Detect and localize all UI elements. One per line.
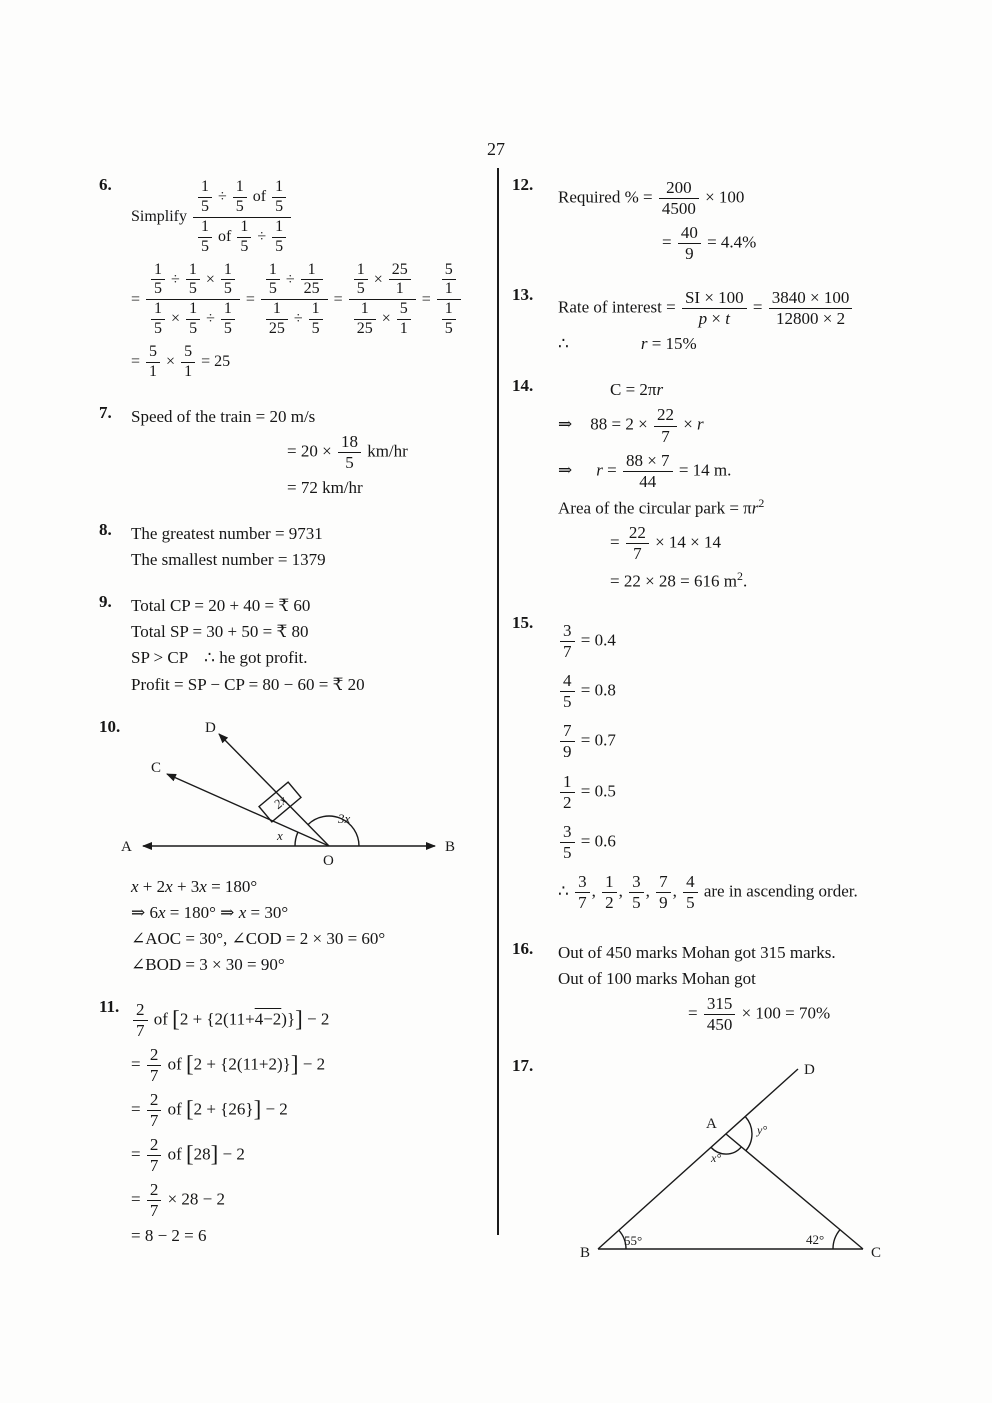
solution-13 bbox=[512, 284, 954, 359]
line-bd bbox=[598, 1069, 798, 1249]
solution-15 bbox=[512, 612, 954, 922]
label-angle-x: x° bbox=[711, 1151, 722, 1166]
math-line: = $\frac{22}{7}$ × 14 × 14 bbox=[610, 523, 722, 564]
label-o: O bbox=[323, 852, 334, 869]
label-d: D bbox=[205, 719, 216, 736]
math-line: = $\frac{2}{7}$ of [2 + {2(11+2)}] − 2 bbox=[131, 1045, 326, 1086]
math-line: $\frac{7}{9}$ = 0.7 bbox=[558, 721, 954, 762]
item-body bbox=[558, 612, 954, 922]
math-line: = 22 × 28 = 616 $m^2$. bbox=[610, 568, 748, 591]
math-line: ∴ r = 15% bbox=[558, 334, 697, 354]
solution-7 bbox=[99, 402, 491, 503]
item-body bbox=[131, 519, 491, 575]
solution-9 bbox=[99, 591, 491, 699]
ray-od bbox=[219, 734, 329, 846]
math-line: Out of 450 marks Mohan got 315 marks. bbox=[558, 942, 836, 962]
label-d: D bbox=[804, 1062, 815, 1079]
math-line: = 72 km/hr bbox=[287, 477, 363, 497]
solution-17 bbox=[512, 1055, 954, 1271]
math-line: Simplify $\frac{1}{5}$ ÷ $\frac{1}{5}$ of $\frac{1}{5}$ $\frac{1}{5}$ of $\frac{1}{5}$ ÷ $\frac{1}{5}$ bbox=[131, 178, 491, 257]
item-number: 16. bbox=[512, 938, 534, 958]
item-body bbox=[558, 174, 954, 268]
item-number: 7. bbox=[99, 402, 112, 422]
item-body bbox=[558, 1055, 954, 1271]
item-body bbox=[558, 284, 954, 359]
label-angle-42: 42° bbox=[806, 1232, 825, 1248]
item-body bbox=[131, 996, 491, 1252]
item-number: 11. bbox=[99, 996, 120, 1016]
label-a: A bbox=[706, 1116, 717, 1133]
label-angle-2x: 2x bbox=[270, 791, 290, 812]
item-body bbox=[131, 591, 491, 699]
item-number: 8. bbox=[99, 520, 112, 540]
math-line: The greatest number = 9731 bbox=[131, 524, 323, 544]
math-line: Profit = SP − CP = 80 − 60 = ₹ 20 bbox=[131, 674, 365, 694]
column-divider bbox=[497, 168, 499, 1235]
math-line: = $\frac{2}{7}$ × 28 − 2 bbox=[131, 1180, 226, 1221]
math-line: = 20 × $\frac{18}{5}$ km/hr bbox=[287, 431, 408, 472]
math-line: = $\frac{2}{7}$ of [2 + {26}] − 2 bbox=[131, 1090, 288, 1131]
item-number: 6. bbox=[99, 175, 112, 194]
line-ca bbox=[726, 1134, 863, 1249]
solution-14 bbox=[512, 375, 954, 596]
item-number: 13. bbox=[512, 285, 534, 305]
item-number: 17. bbox=[512, 1056, 534, 1076]
ray-oc bbox=[167, 774, 329, 846]
math-line: ∠AOC = 30°, ∠COD = 2 × 30 = 60° bbox=[131, 928, 386, 948]
arc-angle-y bbox=[745, 1117, 752, 1151]
math-line: Speed of the train = 20 m/s bbox=[131, 406, 316, 426]
solution-8 bbox=[99, 519, 491, 575]
page-number: 27 bbox=[487, 139, 505, 159]
math-line: Area of the circular park = $\pi r^2$ bbox=[558, 495, 765, 518]
math-lines bbox=[131, 876, 491, 976]
label-b: B bbox=[580, 1245, 591, 1262]
math-line: $\frac{4}{5}$ = 0.8 bbox=[558, 671, 954, 712]
item-body bbox=[131, 174, 491, 386]
math-line: = $\frac{1}{5}$ ÷ $\frac{1}{5}$ × $\frac{1}{5}$ $\frac{1}{5}$ × $\frac{1}{5}$ ÷ $\frac{1}{5}$ = $\frac{1}{5}$ ÷ $\frac{1}{25}$ $\frac{1}{25}$ ÷ $\frac{1}{5}$ = $\frac{1}{5}$ × $\frac{25}{1}$ $\frac{1}{25}$ × $\frac{5}{1}$ = $\frac{\frac{5}{1}}{\frac{1}{5}}$ bbox=[131, 261, 491, 340]
label-b: B bbox=[445, 838, 456, 855]
triangle-diagram-q17 bbox=[558, 1059, 898, 1271]
math-line: = $\frac{5}{1}$ × $\frac{5}{1}$ = 25 bbox=[131, 343, 231, 380]
item-body bbox=[558, 938, 954, 1039]
item-number: 14. bbox=[512, 376, 534, 396]
label-c: C bbox=[151, 759, 162, 776]
math-line: Required % = $\frac{200}{4500}$ × 100 bbox=[558, 178, 745, 219]
math-line: Total SP = 30 + 50 = ₹ 80 bbox=[131, 622, 309, 642]
math-line: $\frac{1}{2}$ = 0.5 bbox=[558, 772, 954, 813]
math-line: = $\frac{40}{9}$ = 4.4% bbox=[662, 223, 757, 264]
right-column bbox=[512, 174, 954, 1287]
item-number: 9. bbox=[99, 592, 112, 612]
label-angle-y: y° bbox=[757, 1123, 768, 1138]
label-a: A bbox=[121, 838, 132, 855]
label-angle-55: 55° bbox=[624, 1233, 643, 1249]
label-angle-3x: 3x bbox=[338, 810, 351, 826]
math-line: ⇒ 88 = 2 × $\frac{22}{7}$ × r bbox=[558, 405, 704, 446]
math-line: $\frac{3}{7}$ = 0.4 bbox=[558, 621, 954, 662]
math-line: = $\frac{315}{450}$ × 100 = 70% bbox=[688, 994, 831, 1035]
item-body bbox=[131, 402, 491, 503]
arc-angle-c bbox=[833, 1230, 840, 1249]
label-angle-x: x bbox=[277, 827, 283, 843]
math-line: = 8 − 2 = 6 bbox=[131, 1226, 207, 1246]
solution-11 bbox=[99, 996, 491, 1252]
item-body bbox=[121, 716, 491, 980]
left-column bbox=[99, 174, 491, 1268]
solution-16 bbox=[512, 938, 954, 1039]
math-line: $\frac{3}{5}$ = 0.6 bbox=[558, 822, 954, 863]
label-c: C bbox=[871, 1245, 882, 1262]
item-number: 15. bbox=[512, 613, 534, 633]
math-line: = $\frac{2}{7}$ of [28] − 2 bbox=[131, 1135, 245, 1176]
math-line: Total CP = 20 + 40 = ₹ 60 bbox=[131, 596, 311, 616]
math-line: ⇒ 6x = 180° ⇒ x = 30° bbox=[131, 902, 289, 922]
solution-10 bbox=[99, 716, 491, 980]
math-line: ∠BOD = 3 × 30 = 90° bbox=[131, 954, 285, 974]
item-number: 12. bbox=[512, 175, 534, 194]
math-line: C = 2πr bbox=[610, 380, 664, 400]
math-line: Rate of interest = $\frac{SI \times 100}{p \times t}$ = $\frac{3840 \times 100}{12800 \times 2}$ bbox=[558, 288, 954, 329]
solution-6 bbox=[99, 174, 491, 386]
math-line: SP > CP ∴ he got profit. bbox=[131, 648, 308, 668]
math-line: x + 2x + 3x = 180° bbox=[131, 876, 258, 896]
solution-12 bbox=[512, 174, 954, 268]
item-number: 10. bbox=[99, 716, 121, 736]
item-body bbox=[558, 375, 954, 596]
arc-angle-3x bbox=[308, 816, 359, 846]
math-line: ∴ $\frac{3}{7}$ , $\frac{1}{2}$ , $\frac{3}{5}$ , $\frac{7}{9}$ , $\frac{4}{5}$ are in ascending order. bbox=[558, 871, 858, 912]
math-line: Out of 100 marks Mohan got bbox=[558, 968, 756, 988]
arc-angle-x bbox=[295, 832, 298, 846]
angle-diagram-q10 bbox=[117, 718, 469, 870]
math-line: $\frac{2}{7}$ of [2 + {2(11+4−2)}] − 2 bbox=[131, 1000, 491, 1041]
math-line: The smallest number = 1379 bbox=[131, 550, 326, 570]
math-line: ⇒ r = $\frac{88 \times 7}{44}$ = 14 m. bbox=[558, 450, 732, 491]
